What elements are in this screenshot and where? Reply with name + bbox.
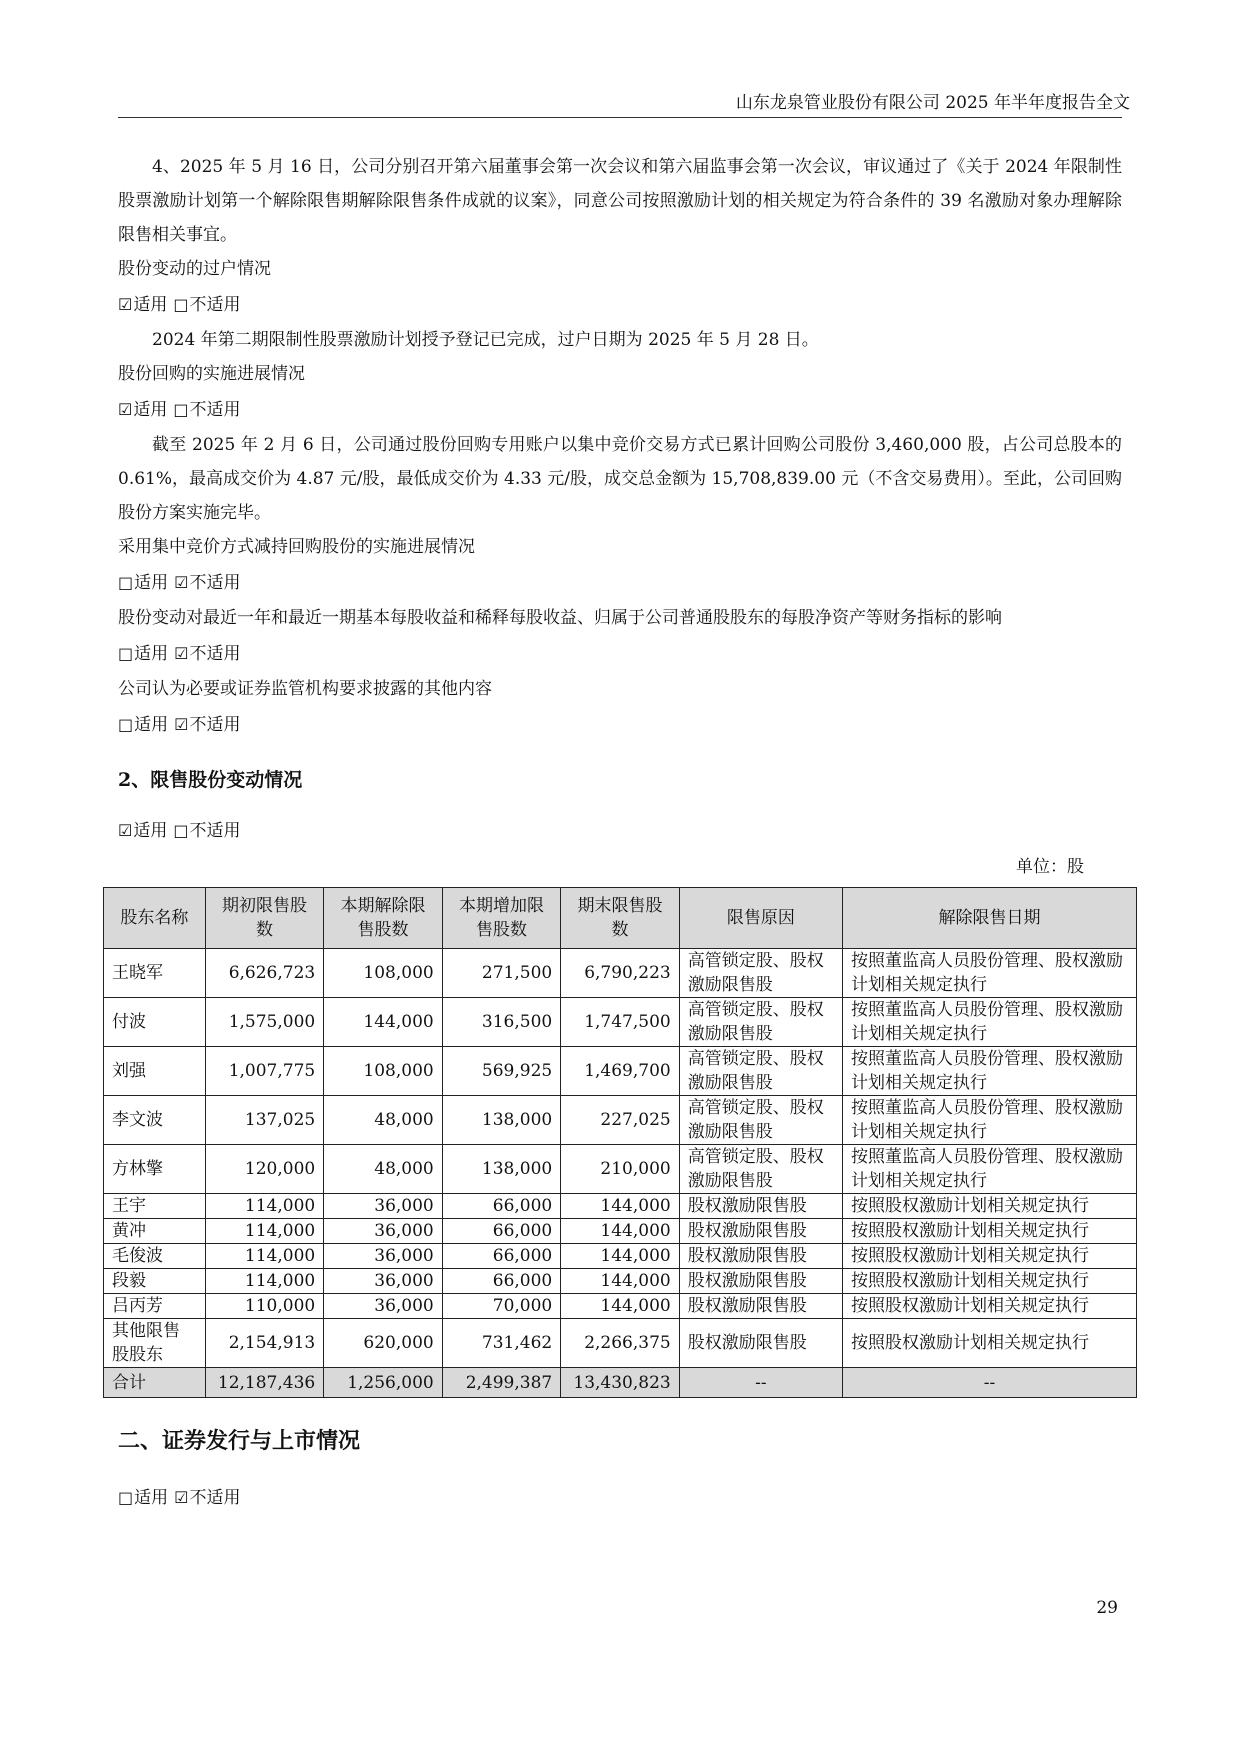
restriction-reason-cell: 股权激励限售股 <box>679 1294 842 1319</box>
applicable-label: 适用 <box>134 715 169 735</box>
unchecked-box-icon: □ <box>173 400 189 419</box>
col-header-restriction-reason: 限售原因 <box>679 888 842 949</box>
table-row <box>104 998 1137 1047</box>
transfer-status-label: 股份变动的过户情况 <box>118 259 271 279</box>
holder-name-cell: 李文波 <box>104 1096 206 1145</box>
total-released-cell: 1,256,000 <box>324 1368 443 1398</box>
not-applicable-label: 不适用 <box>189 821 241 841</box>
table-header-row <box>104 888 1137 949</box>
table-row <box>104 949 1137 998</box>
holder-name-cell: 方林擎 <box>104 1145 206 1194</box>
checked-box-icon: ☑ <box>118 821 133 840</box>
restricted-applicability <box>118 813 1122 849</box>
section-securities-issuance-title: 二、证券发行与上市情况 <box>118 1428 361 1454</box>
closing-restricted-cell: 6,790,223 <box>561 949 680 998</box>
checked-box-icon: ☑ <box>174 715 189 734</box>
closing-restricted-cell: 144,000 <box>561 1194 680 1219</box>
restriction-reason-cell: 高管锁定股、股权激励限售股 <box>679 998 842 1047</box>
page-content <box>112 150 1123 1516</box>
released-cell: 48,000 <box>324 1096 443 1145</box>
unchecked-box-icon: □ <box>118 1488 134 1507</box>
released-cell: 620,000 <box>324 1319 443 1368</box>
not-applicable-label: 不适用 <box>189 1488 241 1508</box>
holder-name-cell: 黄冲 <box>104 1219 206 1244</box>
added-cell: 731,462 <box>442 1319 561 1368</box>
section-restricted-shares-title: 2、限售股份变动情况 <box>118 769 303 791</box>
release-date-cell: 按照股权激励计划相关规定执行 <box>842 1294 1136 1319</box>
checked-box-icon: ☑ <box>118 295 133 314</box>
closing-restricted-cell: 2,266,375 <box>561 1319 680 1368</box>
released-cell: 48,000 <box>324 1145 443 1194</box>
holder-name-cell: 毛俊波 <box>104 1244 206 1269</box>
added-cell: 316,500 <box>442 998 561 1047</box>
table-row <box>104 1269 1137 1294</box>
closing-restricted-cell: 144,000 <box>561 1269 680 1294</box>
opening-restricted-cell: 137,025 <box>205 1096 324 1145</box>
total-opening-cell: 12,187,436 <box>205 1368 324 1398</box>
transfer-applicability <box>118 287 1122 323</box>
holder-name-cell: 段毅 <box>104 1269 206 1294</box>
table-row <box>104 1145 1137 1194</box>
closing-restricted-cell: 144,000 <box>561 1219 680 1244</box>
applicable-label: 适用 <box>134 644 169 664</box>
release-date-cell: 按照董监高人员股份管理、股权激励计划相关规定执行 <box>842 1047 1136 1096</box>
holder-name-cell: 其他限售股股东 <box>104 1319 206 1368</box>
buyback-paragraph: 截至 2025 年 2 月 6 日，公司通过股份回购专用账户以集中竞价交易方式已累计回购公司股份 3,460,000 股，占公司总股本的 0.61%，最高成交价为 4.87 元/股，最低成交价为 4.33 元/股，成交总金额为 15,708,839.00 元（不含交易费用）。至此，公司回购股份方案实施完毕。 <box>118 435 1122 523</box>
holder-name-cell: 付波 <box>104 998 206 1047</box>
unit-label: 单位：股 <box>1016 857 1084 877</box>
total-label-cell: 合计 <box>104 1368 206 1398</box>
added-cell: 569,925 <box>442 1047 561 1096</box>
table-total-row <box>104 1368 1137 1398</box>
release-date-cell: 按照董监高人员股份管理、股权激励计划相关规定执行 <box>842 1096 1136 1145</box>
table-row <box>104 1319 1137 1368</box>
applicable-label: 适用 <box>134 573 169 593</box>
closing-restricted-cell: 144,000 <box>561 1244 680 1269</box>
release-date-cell: 按照股权激励计划相关规定执行 <box>842 1244 1136 1269</box>
restriction-reason-cell: 股权激励限售股 <box>679 1219 842 1244</box>
restriction-reason-cell: 高管锁定股、股权激励限售股 <box>679 949 842 998</box>
total-closing-cell: 13,430,823 <box>561 1368 680 1398</box>
checked-box-icon: ☑ <box>174 573 189 592</box>
table-row <box>104 1047 1137 1096</box>
release-date-cell: 按照董监高人员股份管理、股权激励计划相关规定执行 <box>842 949 1136 998</box>
release-date-cell: 按照董监高人员股份管理、股权激励计划相关规定执行 <box>842 998 1136 1047</box>
opening-restricted-cell: 1,007,775 <box>205 1047 324 1096</box>
added-cell: 70,000 <box>442 1294 561 1319</box>
restriction-reason-cell: 股权激励限售股 <box>679 1269 842 1294</box>
restriction-reason-cell: 高管锁定股、股权激励限售股 <box>679 1047 842 1096</box>
holder-name-cell: 吕丙芳 <box>104 1294 206 1319</box>
released-cell: 36,000 <box>324 1194 443 1219</box>
opening-restricted-cell: 6,626,723 <box>205 949 324 998</box>
unchecked-box-icon: □ <box>173 295 189 314</box>
restriction-reason-cell: 股权激励限售股 <box>679 1194 842 1219</box>
reduction-applicability <box>118 565 1122 601</box>
restriction-reason-cell: 高管锁定股、股权激励限售股 <box>679 1096 842 1145</box>
other-disclosure-label: 公司认为必要或证券监管机构要求披露的其他内容 <box>118 679 492 699</box>
transfer-paragraph: 2024 年第二期限制性股票激励计划授予登记已完成，过户日期为 2025 年 5 月 28 日。 <box>152 330 819 350</box>
released-cell: 36,000 <box>324 1294 443 1319</box>
not-applicable-label: 不适用 <box>189 715 241 735</box>
checked-box-icon: ☑ <box>174 644 189 663</box>
opening-restricted-cell: 114,000 <box>205 1244 324 1269</box>
released-cell: 36,000 <box>324 1244 443 1269</box>
released-cell: 36,000 <box>324 1269 443 1294</box>
table-row <box>104 1294 1137 1319</box>
impact-applicability <box>118 636 1122 672</box>
opening-restricted-cell: 114,000 <box>205 1194 324 1219</box>
release-date-cell: 按照股权激励计划相关规定执行 <box>842 1269 1136 1294</box>
closing-restricted-cell: 144,000 <box>561 1294 680 1319</box>
total-added-cell: 2,499,387 <box>442 1368 561 1398</box>
holder-name-cell: 王晓军 <box>104 949 206 998</box>
added-cell: 66,000 <box>442 1244 561 1269</box>
issuance-applicability <box>118 1480 1122 1516</box>
restriction-reason-cell: 高管锁定股、股权激励限售股 <box>679 1145 842 1194</box>
not-applicable-label: 不适用 <box>189 573 241 593</box>
applicable-label: 适用 <box>133 295 168 315</box>
applicable-label: 适用 <box>133 821 168 841</box>
col-header-released: 本期解除限售股数 <box>324 888 443 949</box>
added-cell: 138,000 <box>442 1145 561 1194</box>
table-row <box>104 1219 1137 1244</box>
added-cell: 138,000 <box>442 1096 561 1145</box>
unchecked-box-icon: □ <box>118 644 134 663</box>
resolution-paragraph: 4、2025 年 5 月 16 日，公司分别召开第六届董事会第一次会议和第六届监事会第一次会议，审议通过了《关于 2024 年限制性股票激励计划第一个解除限售期解除限售条件成就的议案》，同意公司按照激励计划的相关规定为符合条件的 39 名激励对象办理解除限售相关事宜。 <box>118 157 1122 245</box>
holder-name-cell: 王宇 <box>104 1194 206 1219</box>
checked-box-icon: ☑ <box>118 400 133 419</box>
total-reason-cell: -- <box>679 1368 842 1398</box>
col-header-opening-restricted: 期初限售股数 <box>205 888 324 949</box>
holder-name-cell: 刘强 <box>104 1047 206 1096</box>
release-date-cell: 按照股权激励计划相关规定执行 <box>842 1194 1136 1219</box>
col-header-closing-restricted: 期末限售股数 <box>561 888 680 949</box>
opening-restricted-cell: 114,000 <box>205 1269 324 1294</box>
not-applicable-label: 不适用 <box>189 400 241 420</box>
unchecked-box-icon: □ <box>118 715 134 734</box>
applicable-label: 适用 <box>133 400 168 420</box>
reduction-progress-label: 采用集中竞价方式减持回购股份的实施进展情况 <box>118 537 475 557</box>
opening-restricted-cell: 110,000 <box>205 1294 324 1319</box>
other-applicability <box>118 707 1122 743</box>
report-header-title: 山东龙泉管业股份有限公司 2025 年半年度报告全文 <box>735 93 1130 113</box>
closing-restricted-cell: 210,000 <box>561 1145 680 1194</box>
restriction-reason-cell: 股权激励限售股 <box>679 1244 842 1269</box>
buyback-progress-label: 股份回购的实施进展情况 <box>118 364 305 384</box>
col-header-release-date: 解除限售日期 <box>842 888 1136 949</box>
released-cell: 36,000 <box>324 1219 443 1244</box>
restriction-reason-cell: 股权激励限售股 <box>679 1319 842 1368</box>
not-applicable-label: 不适用 <box>189 295 241 315</box>
table-row <box>104 1244 1137 1269</box>
unchecked-box-icon: □ <box>118 573 134 592</box>
added-cell: 66,000 <box>442 1194 561 1219</box>
added-cell: 271,500 <box>442 949 561 998</box>
restricted-shares-table <box>103 887 1137 1398</box>
released-cell: 108,000 <box>324 949 443 998</box>
eps-impact-label: 股份变动对最近一年和最近一期基本每股收益和稀释每股收益、归属于公司普通股股东的每股净资产等财务指标的影响 <box>118 608 1002 628</box>
closing-restricted-cell: 1,747,500 <box>561 998 680 1047</box>
header-divider <box>118 117 1122 118</box>
added-cell: 66,000 <box>442 1269 561 1294</box>
col-header-holder-name: 股东名称 <box>104 888 206 949</box>
released-cell: 108,000 <box>324 1047 443 1096</box>
closing-restricted-cell: 227,025 <box>561 1096 680 1145</box>
opening-restricted-cell: 120,000 <box>205 1145 324 1194</box>
total-release-date-cell: -- <box>842 1368 1136 1398</box>
checked-box-icon: ☑ <box>174 1488 189 1507</box>
opening-restricted-cell: 2,154,913 <box>205 1319 324 1368</box>
released-cell: 144,000 <box>324 998 443 1047</box>
release-date-cell: 按照董监高人员股份管理、股权激励计划相关规定执行 <box>842 1145 1136 1194</box>
release-date-cell: 按照股权激励计划相关规定执行 <box>842 1319 1136 1368</box>
buyback-applicability <box>118 392 1122 428</box>
col-header-added: 本期增加限售股数 <box>442 888 561 949</box>
applicable-label: 适用 <box>134 1488 169 1508</box>
added-cell: 66,000 <box>442 1219 561 1244</box>
opening-restricted-cell: 114,000 <box>205 1219 324 1244</box>
table-row <box>104 1096 1137 1145</box>
closing-restricted-cell: 1,469,700 <box>561 1047 680 1096</box>
not-applicable-label: 不适用 <box>189 644 241 664</box>
page-number: 29 <box>1096 1598 1118 1618</box>
unchecked-box-icon: □ <box>173 821 189 840</box>
opening-restricted-cell: 1,575,000 <box>205 998 324 1047</box>
table-row <box>104 1194 1137 1219</box>
release-date-cell: 按照股权激励计划相关规定执行 <box>842 1219 1136 1244</box>
